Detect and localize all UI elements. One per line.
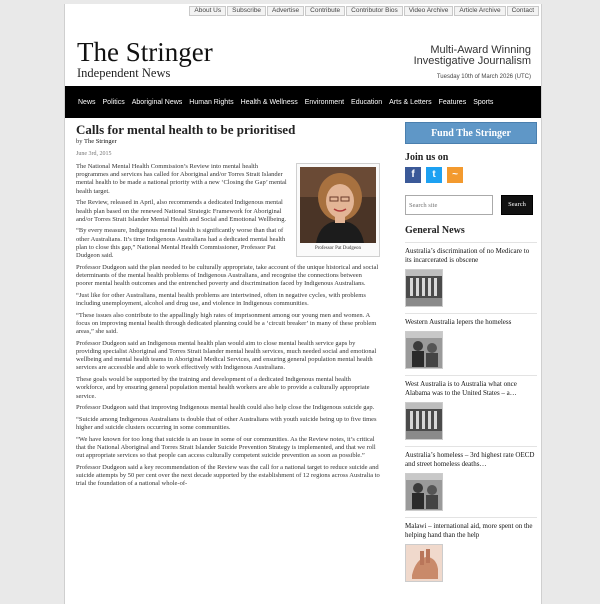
news-thumbnail[interactable]	[405, 269, 443, 307]
news-item[interactable]	[405, 446, 537, 511]
news-title-link[interactable]: Australia’s homeless – 3rd highest rate OECD and street homeless deaths…	[405, 446, 537, 469]
news-item[interactable]	[405, 242, 537, 307]
nav-item[interactable]: Politics	[102, 98, 125, 106]
article-paragraph: “By every measure, Indigenous mental health is significantly worse than that of other Australians. It’s time Indigenous Australians had a dedicated mental health plan to close this gap,” National Mental Health Commissioner, Professor Pat Dudgeon said.	[76, 227, 286, 260]
topbar-link[interactable]: Contribute	[305, 6, 345, 16]
news-item[interactable]	[405, 375, 537, 440]
article-paragraph: The National Mental Health Commission’s Review into mental health programmes and services has called for Aboriginal and/or Torres Strait Islander mental health to be made a national priority with a new ‘Closing the Gap’ mental health target.	[76, 163, 287, 195]
topbar-link[interactable]: Video Archive	[404, 6, 454, 16]
news-item[interactable]	[405, 313, 537, 369]
portrait-photo	[300, 167, 376, 243]
topbar-link[interactable]: Contributor Bios	[346, 6, 403, 16]
search-form	[405, 195, 537, 215]
tagline-line-1: Multi-Award Winning	[430, 44, 531, 56]
search-input[interactable]	[405, 195, 493, 215]
main-navigation	[65, 86, 542, 118]
general-news-heading: General News	[405, 225, 465, 236]
article-paragraph: Professor Dudgeon said that improving Indigenous mental health could also help close the Indigenous suicide gap.	[76, 404, 375, 412]
article-paragraph: “Just like for other Australians, mental health problems are intertwined, often in negative cycles, with problems including unemployment, alcohol and drug use, and violence in Indigenous communities.	[76, 291, 366, 308]
join-us-heading: Join us on	[405, 152, 449, 163]
twitter-icon[interactable]: t	[426, 167, 442, 183]
article-paragraph: “We have known for too long that suicide is an issue in some of our communities. As the Review notes, it’s critical that the National Aboriginal and Torres Strait Islander Suicide Prevention Strategy is implemented, and that we roll out appropriate services so that people can access culturally competent suicide prevention as soon as possible.”	[76, 435, 376, 460]
general-news-list	[405, 242, 537, 582]
site-subtitle: Independent News	[77, 66, 171, 80]
author-link[interactable]: The Stringer	[84, 138, 117, 145]
nav-item[interactable]: Health & Wellness	[240, 98, 298, 106]
article-paragraph: These goals would be supported by the training and development of a dedicated Indigenous mental health workforce, and by ensuring general population mental health workers are able to provide a culturally appropriate service.	[76, 376, 370, 400]
news-title-link[interactable]: West Australia is to Australia what once Alabama was to the United States – a…	[405, 375, 537, 398]
nav-item[interactable]: Features	[438, 98, 467, 106]
nav-item[interactable]: Environment	[304, 98, 345, 106]
search-button[interactable]: Search	[501, 195, 533, 215]
sidebar	[405, 122, 537, 582]
news-item[interactable]	[405, 517, 537, 582]
article-paragraph: “Suicide among Indigenous Australians is double that of other Australians with youth suicide being up to five times higher and suicide clusters occurring in some communities.	[76, 415, 377, 432]
article-headline: Calls for mental health to be prioritised	[76, 122, 296, 137]
article	[76, 122, 380, 492]
nav-item[interactable]: Sports	[473, 98, 494, 106]
topbar-link[interactable]: Contact	[507, 6, 539, 16]
news-title-link[interactable]: Malawi – international aid, more spent on the helping hand than the help	[405, 517, 537, 540]
article-paragraph: Professor Dudgeon said a key recommendation of the Review was the call for a national target to reduce suicide and suicide attempts by 50 per cent over the next decade supported by the establishment of 12 regions across Australia to trial the foundation of a national whole-of-	[76, 464, 380, 488]
news-thumbnail[interactable]	[405, 331, 443, 369]
news-thumbnail[interactable]	[405, 544, 443, 582]
figure-caption: Professor Pat Dudgeon	[314, 246, 362, 251]
news-title-link[interactable]: Australia’s discrimination of no Medicare to its incarcerated is obscene	[405, 242, 537, 265]
nav-item[interactable]: Aboriginal News	[131, 98, 183, 106]
news-thumbnail[interactable]	[405, 473, 443, 511]
topbar-link[interactable]: Article Archive	[454, 6, 505, 16]
article-paragraph: Professor Dudgeon said an Indigenous mental health plan would aim to close mental health service gaps by providing specialist Aboriginal and Torres Strait Islander mental health services, much needed social and emotional wellbeing and mental health teams in Aboriginal Medical Services, and ensuring general population mental health services are accessible and able to work effectively with Indigenous Australians.	[76, 339, 377, 372]
topbar-link[interactable]: Advertise	[267, 6, 304, 16]
fund-button[interactable]: Fund The Stringer	[405, 122, 537, 144]
article-body	[76, 163, 380, 489]
article-date: June 3rd, 2015	[76, 151, 112, 157]
site-title[interactable]: The Stringer	[77, 37, 213, 67]
topbar-link[interactable]: About Us	[189, 6, 226, 16]
current-date: Tuesday 10th of March 2026 (UTC)	[436, 74, 531, 80]
article-figure	[296, 163, 380, 257]
rss-icon[interactable]: ~	[447, 167, 463, 183]
masthead	[65, 16, 541, 86]
nav-item[interactable]: Education	[351, 98, 383, 106]
article-byline	[76, 138, 380, 145]
nav-item[interactable]: News	[78, 98, 96, 106]
news-title-link[interactable]: Western Australia lepers the homeless	[405, 313, 537, 327]
topbar-link[interactable]: Subscribe	[227, 6, 266, 16]
news-thumbnail[interactable]	[405, 402, 443, 440]
social-links	[405, 167, 537, 183]
page-container	[64, 4, 542, 604]
article-paragraph: “These issues also contribute to the appallingly high rates of imprisonment among our young men and women. A focus on improving mental health through dedicated planning could be a ‘circuit breaker’ in many of these problem areas,” she said.	[76, 311, 377, 336]
nav-item[interactable]: Arts & Letters	[389, 98, 432, 106]
article-paragraph: Professor Dudgeon said the plan needed to be culturally appropriate, take account of the unique historical and social determinants of the mental health problems of Indigenous Australians, and recognise the connections between poorer mental health outcomes and the entrenched poverty and discrimination faced by Indigenous Australians.	[76, 263, 379, 288]
top-utility-bar	[65, 4, 541, 16]
byline-prefix: by	[76, 138, 83, 145]
tagline-line-2: Investigative Journalism	[413, 55, 531, 67]
facebook-icon[interactable]: f	[405, 167, 421, 183]
nav-item[interactable]: Human Rights	[189, 98, 234, 106]
article-paragraph: The Review, released in April, also recommends a dedicated Indigenous mental health plan based on the renewed National Strategic Framework for Aboriginal and/or Torres Strait Islander Mental Health and Social and Emotional Wellbeing.	[76, 199, 287, 223]
